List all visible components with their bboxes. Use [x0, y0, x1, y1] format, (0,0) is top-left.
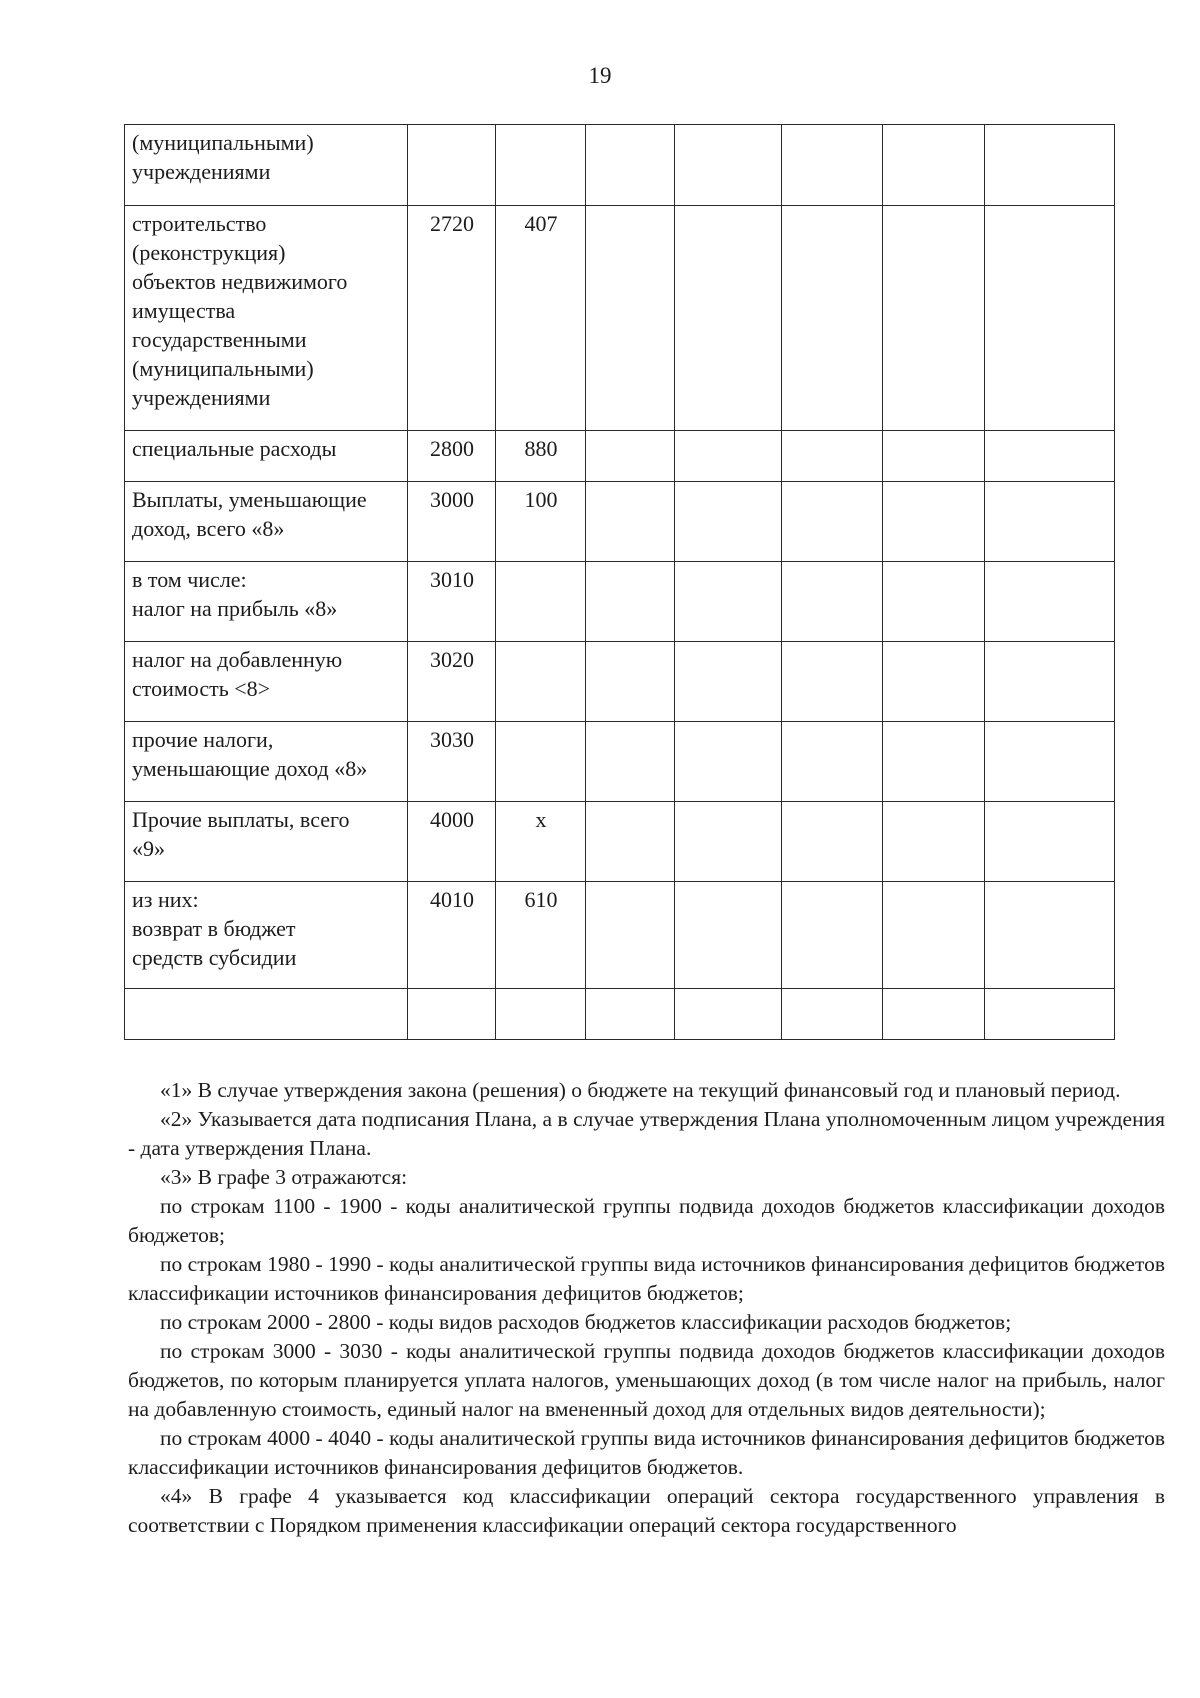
classification-code-cell	[496, 722, 586, 802]
amount-cell	[782, 206, 883, 431]
amount-cell	[985, 882, 1115, 989]
row-name-line: налог на добавленную	[132, 647, 343, 672]
amount-cell	[883, 642, 985, 722]
row-name-line: средств субсидии	[132, 945, 297, 970]
line-code-cell: 3000	[408, 482, 496, 562]
financial-plan-table	[124, 124, 1115, 1040]
row-name-line: уменьшающие доход «8»	[132, 756, 368, 781]
footnote-paragraph: по строкам 1100 - 1900 - коды аналитической группы подвида доходов бюджетов классификации доходов бюджетов;	[128, 1194, 1165, 1247]
amount-cell	[985, 562, 1115, 642]
row-name-line: (муниципальными)	[132, 130, 314, 155]
amount-cell	[985, 989, 1115, 1040]
table-row	[125, 642, 1115, 722]
line-code-cell: 3030	[408, 722, 496, 802]
footnote-paragraph: по строкам 4000 - 4040 - коды аналитической группы вида источников финансирования дефицитов бюджетов классификации источников финансирования дефицитов бюджетов.	[128, 1426, 1165, 1479]
footnote-paragraph: «2» Указывается дата подписания Плана, а в случае утверждения Плана уполномоченным лицом учреждения - дата утверждения Плана.	[128, 1107, 1165, 1160]
amount-cell	[782, 482, 883, 562]
amount-cell	[883, 562, 985, 642]
amount-cell	[586, 722, 675, 802]
row-name-line: Прочие выплаты, всего	[132, 807, 350, 832]
row-name-cell	[125, 482, 408, 562]
row-name-line: государственными	[132, 327, 307, 352]
amount-cell	[883, 882, 985, 989]
amount-cell	[586, 642, 675, 722]
footnote-paragraph: по строкам 2000 - 2800 - коды видов расходов бюджетов классификации расходов бюджетов;	[160, 1310, 1012, 1334]
amount-cell	[782, 722, 883, 802]
amount-cell	[675, 562, 782, 642]
row-name-line: возврат в бюджет	[132, 916, 296, 941]
row-name-line: имущества	[132, 298, 236, 323]
amount-cell	[782, 989, 883, 1040]
row-name-line: (реконструкция)	[132, 240, 286, 265]
amount-cell	[883, 722, 985, 802]
amount-cell	[985, 722, 1115, 802]
amount-cell	[675, 802, 782, 882]
amount-cell	[782, 642, 883, 722]
amount-cell	[675, 722, 782, 802]
amount-cell	[675, 125, 782, 206]
amount-cell	[586, 989, 675, 1040]
amount-cell	[782, 125, 883, 206]
amount-cell	[985, 125, 1115, 206]
classification-code-cell: 100	[496, 482, 586, 562]
row-name-line: доход, всего «8»	[132, 516, 285, 541]
page-number: 19	[588, 63, 612, 88]
row-name-cell	[125, 882, 408, 989]
line-code-cell: 3010	[408, 562, 496, 642]
row-name-line: стоимость <8>	[132, 676, 271, 701]
footnote-paragraph: по строкам 1980 - 1990 - коды аналитической группы вида источников финансирования дефицитов бюджетов классификации источников финансирования дефицитов бюджетов;	[128, 1252, 1165, 1305]
line-code-cell	[408, 989, 496, 1040]
amount-cell	[675, 431, 782, 482]
table-row	[125, 562, 1115, 642]
amount-cell	[985, 206, 1115, 431]
amount-cell	[586, 562, 675, 642]
amount-cell	[586, 882, 675, 989]
line-code-cell: 4010	[408, 882, 496, 989]
row-name-line: из них:	[132, 887, 199, 912]
amount-cell	[883, 431, 985, 482]
row-name-line: «9»	[132, 836, 165, 861]
amount-cell	[782, 882, 883, 989]
line-code-cell: 2720	[408, 206, 496, 431]
amount-cell	[675, 882, 782, 989]
row-name-line: учреждениями	[132, 159, 271, 184]
amount-cell	[675, 482, 782, 562]
row-name-cell	[125, 802, 408, 882]
table-row	[125, 722, 1115, 802]
row-name-line: Выплаты, уменьшающие	[132, 487, 367, 512]
classification-code-cell: х	[496, 802, 586, 882]
amount-cell	[782, 431, 883, 482]
footnote-paragraph: «1» В случае утверждения закона (решения) о бюджете на текущий финансовый год и плановый период.	[160, 1078, 1121, 1102]
row-name-line: учреждениями	[132, 385, 271, 410]
table-row	[125, 431, 1115, 482]
row-name-cell	[125, 989, 408, 1040]
table-row	[125, 882, 1115, 989]
table-row	[125, 989, 1115, 1040]
amount-cell	[782, 562, 883, 642]
amount-cell	[883, 802, 985, 882]
classification-code-cell: 880	[496, 431, 586, 482]
line-code-cell	[408, 125, 496, 206]
line-code-cell: 2800	[408, 431, 496, 482]
amount-cell	[985, 431, 1115, 482]
amount-cell	[586, 482, 675, 562]
table-row	[125, 206, 1115, 431]
amount-cell	[883, 482, 985, 562]
row-name-line: строительство	[132, 211, 267, 236]
row-name-cell	[125, 562, 408, 642]
row-name-line: в том числе:	[132, 567, 247, 592]
amount-cell	[883, 125, 985, 206]
row-name-cell	[125, 722, 408, 802]
classification-code-cell	[496, 562, 586, 642]
row-name-cell	[125, 206, 408, 431]
amount-cell	[586, 125, 675, 206]
classification-code-cell: 407	[496, 206, 586, 431]
row-name-cell	[125, 125, 408, 206]
amount-cell	[883, 989, 985, 1040]
amount-cell	[586, 206, 675, 431]
classification-code-cell	[496, 642, 586, 722]
footnote-paragraph: по строкам 3000 - 3030 - коды аналитической группы подвида доходов бюджетов классификации доходов бюджетов, по которым планируется уплата налогов, уменьшающих доход (в том числе налог на прибыль, налог на добавленную стоимость, единый налог на вмененный доход для отдельных видов деятельности);	[128, 1339, 1165, 1421]
classification-code-cell	[496, 125, 586, 206]
amount-cell	[675, 989, 782, 1040]
amount-cell	[586, 802, 675, 882]
row-name-line: объектов недвижимого	[132, 269, 348, 294]
amount-cell	[586, 431, 675, 482]
footnote-paragraph: «3» В графе 3 отражаются:	[160, 1165, 408, 1189]
amount-cell	[675, 206, 782, 431]
line-code-cell: 3020	[408, 642, 496, 722]
footnotes	[128, 1076, 1165, 1540]
row-name-cell	[125, 431, 408, 482]
row-name-line: (муниципальными)	[132, 356, 314, 381]
footnote-paragraph: «4» В графе 4 указывается код классификации операций сектора государственного управления в соответствии с Порядком применения классификации операций сектора государственного	[128, 1484, 1165, 1537]
row-name-cell	[125, 642, 408, 722]
amount-cell	[985, 482, 1115, 562]
line-code-cell: 4000	[408, 802, 496, 882]
classification-code-cell	[496, 989, 586, 1040]
amount-cell	[883, 206, 985, 431]
table-row	[125, 125, 1115, 206]
classification-code-cell: 610	[496, 882, 586, 989]
amount-cell	[985, 802, 1115, 882]
row-name-line: прочие налоги,	[132, 727, 274, 752]
table-body	[125, 125, 1115, 1040]
amount-cell	[985, 642, 1115, 722]
amount-cell	[675, 642, 782, 722]
row-name-line: специальные расходы	[132, 436, 337, 461]
table-row	[125, 482, 1115, 562]
amount-cell	[782, 802, 883, 882]
row-name-line: налог на прибыль «8»	[132, 596, 338, 621]
table-row	[125, 802, 1115, 882]
